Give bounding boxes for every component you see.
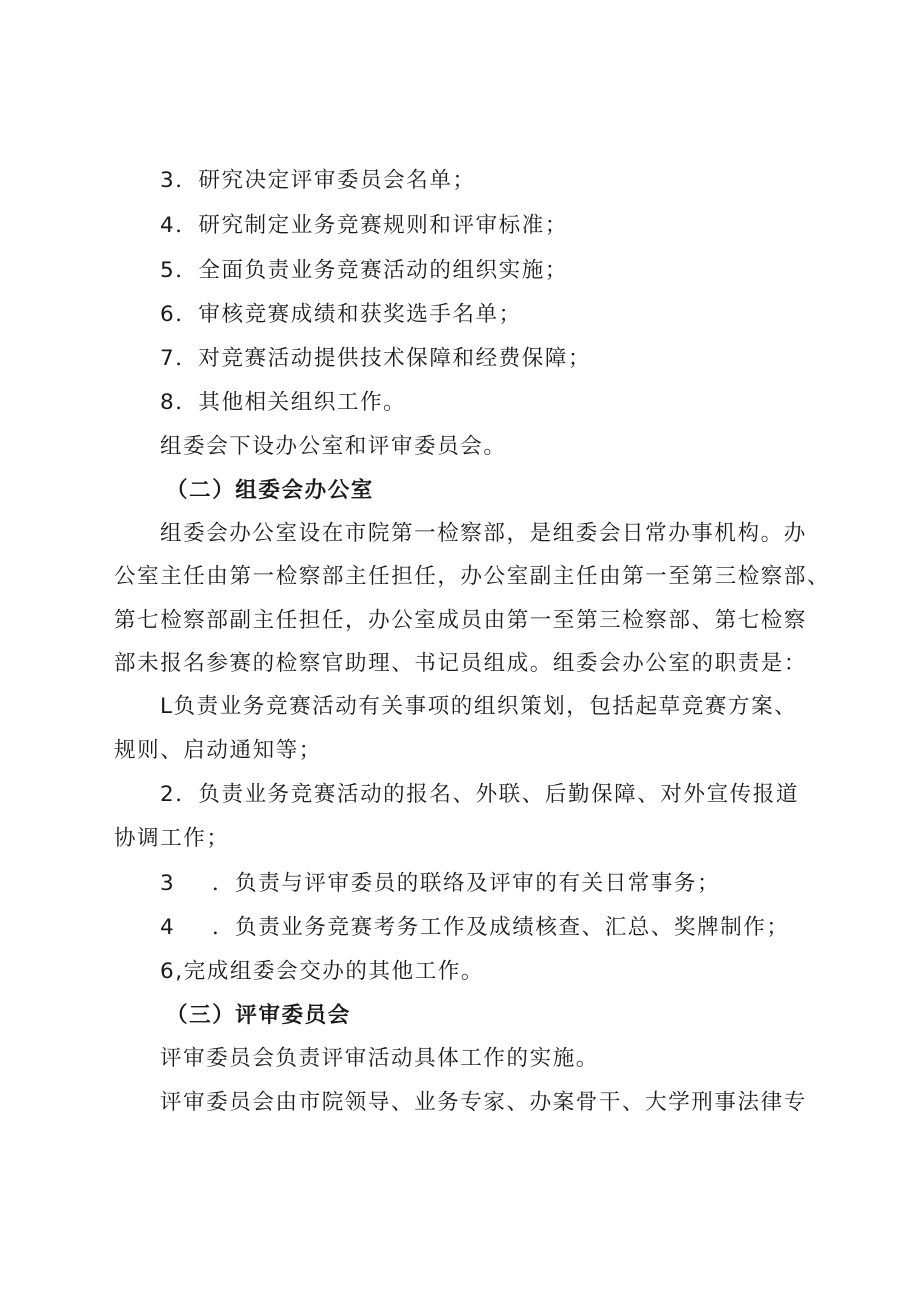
- paragraph-office-line-1: 组委会办公室设在市院第一检察部，是组委会日常办事机构。办: [160, 521, 807, 546]
- paragraph-office-line-3: 第七检察部副主任担任，办公室成员由第一至第三检察部、第七检察: [114, 608, 808, 633]
- duty-6: 6,完成组委会交办的其他工作。: [160, 959, 485, 984]
- list-item-3: 3．研究决定评审委员会名单；: [160, 168, 476, 193]
- list-item-5: 5．全面负责业务竞赛活动的组织实施；: [160, 258, 568, 283]
- list-item-8: 8．其他相关组织工作。: [160, 390, 407, 415]
- duty-1-line-2: 规则、启动通知等；: [114, 738, 322, 763]
- list-item-6: 6．审核竞赛成绩和获奖选手名单；: [160, 302, 522, 327]
- paragraph-office-line-2: 公室主任由第一检察部主任担任，办公室副主任由第一至第三检察部、: [114, 564, 831, 589]
- duty-1-line-1: L负责业务竞赛活动有关事项的组织策划，包括起草竞赛方案、: [160, 694, 798, 719]
- section-heading-office: （二）组委会办公室: [166, 478, 374, 503]
- duty-3-number: 3: [160, 871, 176, 896]
- duty-4-text: ．负责业务竞赛考务工作及成绩核查、汇总、奖牌制作；: [212, 915, 790, 940]
- paragraph-review-committee-2: 评审委员会由市院领导、业务专家、办案骨干、大学刑事法律专: [160, 1090, 807, 1115]
- duty-3-text: ．负责与评审委员的联络及评审的有关日常事务；: [212, 871, 721, 896]
- list-item-4: 4．研究制定业务竞赛规则和评审标准；: [160, 213, 568, 238]
- section-heading-review-committee: （三）评审委员会: [166, 1003, 351, 1028]
- paragraph-office-line-4: 部未报名参赛的检察官助理、书记员组成。组委会办公室的职责是：: [114, 651, 808, 676]
- duty-2-line-2: 协调工作；: [114, 826, 230, 851]
- paragraph-committee-setup: 组委会下设办公室和评审委员会。: [160, 434, 507, 459]
- list-item-7: 7．对竞赛活动提供技术保障和经费保障；: [160, 346, 592, 371]
- duty-4-number: 4: [160, 915, 176, 940]
- paragraph-review-committee-1: 评审委员会负责评审活动具体工作的实施。: [160, 1046, 599, 1071]
- duty-2-line-1: 2．负责业务竞赛活动的报名、外联、后勤保障、对外宣传报道: [160, 782, 799, 807]
